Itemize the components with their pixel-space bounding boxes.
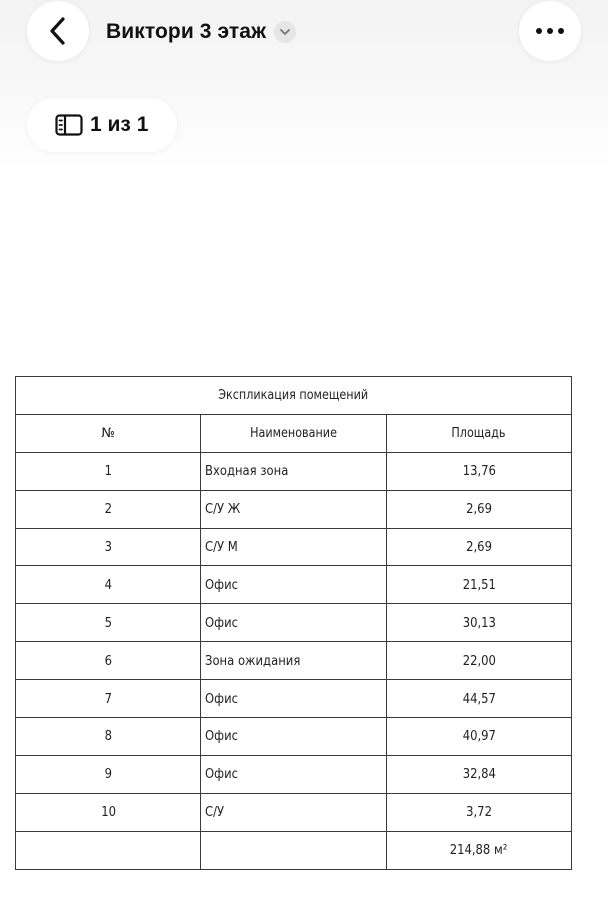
table-row (16, 642, 572, 680)
row-name-cell: Офис (201, 755, 386, 793)
row-number-cell: 5 (16, 604, 201, 642)
table-row (16, 566, 572, 604)
column-header-area: Площадь (386, 414, 571, 452)
document-title[interactable]: Виктори 3 этаж (106, 20, 267, 43)
row-area-cell: 2,69 (386, 490, 571, 528)
row-area-cell: 13,76 (386, 452, 571, 490)
row-number-cell: 1 (16, 452, 201, 490)
total-area-cell: 214,88 м² (386, 831, 571, 869)
table-caption: Экспликация помещений (16, 377, 572, 415)
sidebar-panel-icon (55, 114, 83, 136)
row-number-cell: 2 (16, 490, 201, 528)
row-area-cell: 30,13 (386, 604, 571, 642)
table-row (16, 452, 572, 490)
table-row (16, 528, 572, 566)
rooms-explication-table (15, 376, 572, 870)
row-name-cell: Офис (201, 604, 386, 642)
row-number-cell: 4 (16, 566, 201, 604)
row-area-cell: 22,00 (386, 642, 571, 680)
page-indicator-label: 1 из 1 (90, 113, 149, 136)
ellipsis-icon (535, 27, 565, 35)
row-number-cell: 6 (16, 642, 201, 680)
row-area-cell: 32,84 (386, 755, 571, 793)
table-total-row (16, 831, 572, 869)
row-number-cell: 8 (16, 718, 201, 756)
row-area-cell: 2,69 (386, 528, 571, 566)
back-button[interactable] (27, 1, 89, 61)
more-options-button[interactable] (519, 1, 581, 61)
table-body (16, 452, 572, 831)
table-row (16, 490, 572, 528)
table-row (16, 718, 572, 756)
table-caption-row (16, 377, 572, 415)
page-indicator-button[interactable] (27, 98, 177, 152)
table-row (16, 604, 572, 642)
chevron-down-icon[interactable] (274, 21, 296, 43)
table-row (16, 680, 572, 718)
column-header-name: Наименование (201, 414, 386, 452)
total-empty-cell (201, 831, 386, 869)
document-title-menu[interactable] (106, 14, 296, 50)
table-row (16, 793, 572, 831)
table-row (16, 755, 572, 793)
row-name-cell: Офис (201, 718, 386, 756)
row-number-cell: 10 (16, 793, 201, 831)
row-number-cell: 7 (16, 680, 201, 718)
row-name-cell: С/У М (201, 528, 386, 566)
table-header-row (16, 414, 572, 452)
total-empty-cell (16, 831, 201, 869)
row-number-cell: 9 (16, 755, 201, 793)
row-number-cell: 3 (16, 528, 201, 566)
row-area-cell: 3,72 (386, 793, 571, 831)
row-name-cell: Офис (201, 680, 386, 718)
row-area-cell: 44,57 (386, 680, 571, 718)
row-name-cell: Офис (201, 566, 386, 604)
row-name-cell: Зона ожидания (201, 642, 386, 680)
row-name-cell: Входная зона (201, 452, 386, 490)
column-header-number: № (16, 414, 201, 452)
row-area-cell: 21,51 (386, 566, 571, 604)
row-area-cell: 40,97 (386, 718, 571, 756)
row-name-cell: С/У Ж (201, 490, 386, 528)
row-name-cell: С/У (201, 793, 386, 831)
chevron-left-icon (47, 16, 69, 46)
